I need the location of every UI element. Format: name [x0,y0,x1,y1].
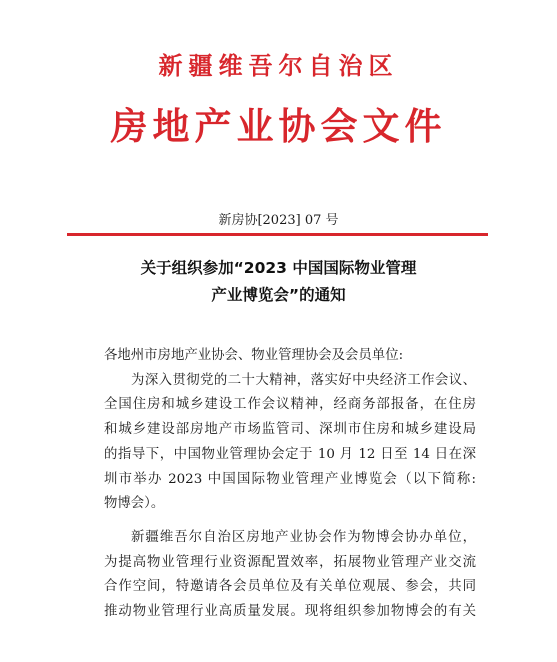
paragraph-1-line-5: 圳市举办 2023 中国国际物业管理产业博览会（以下简称: [104,471,476,487]
document-number: 新房协[2023] 07 号 [218,213,339,228]
paragraph-2-line-2: 为提高物业管理行业资源配置效率，拓展物业管理产业交流 [104,554,476,570]
paragraph-1-line-1: 为深入贯彻党的二十大精神，落实好中央经济工作会议、 [131,372,476,388]
paragraph-1-line-2: 全国住房和城乡建设工作会议精神，经商务部报备，在住房 [104,397,476,413]
paragraph-1-line-3: 和城乡建设部房地产市场监管司、深圳市住房和城乡建设局 [104,422,476,438]
document-body [104,344,476,625]
paragraph-1-line-4: 的指导下，中国物业管理协会定于 10 月 12 日至 14 日在深 [104,446,476,462]
paragraph-2-line-4: 推动物业管理行业高质量发展。现将组织参加物博会的有关 [104,604,476,620]
notice-title-line-2: 产业博览会”的通知 [211,286,346,304]
paragraph-spacer [104,517,476,526]
paragraph-2-line-1: 新疆维吾尔自治区房地产业协会作为物博会协办单位， [131,529,476,545]
salutation: 各地州市房地产业协会、物业管理协会及会员单位: [104,348,404,363]
document-type-heading: 房地产业协会文件 [110,104,447,148]
notice-title-line-1: 关于组织参加“2023 中国国际物业管理 [140,259,417,277]
paragraph-2-line-3: 合作空间，特邀请各会员单位及有关单位观展、参会，共同 [104,579,476,595]
issuing-organization: 新疆维吾尔自治区 [158,51,399,80]
red-separator-line [67,233,488,236]
paragraph-1-line-6: 物博会）。 [104,496,165,512]
notice-title [0,255,557,309]
